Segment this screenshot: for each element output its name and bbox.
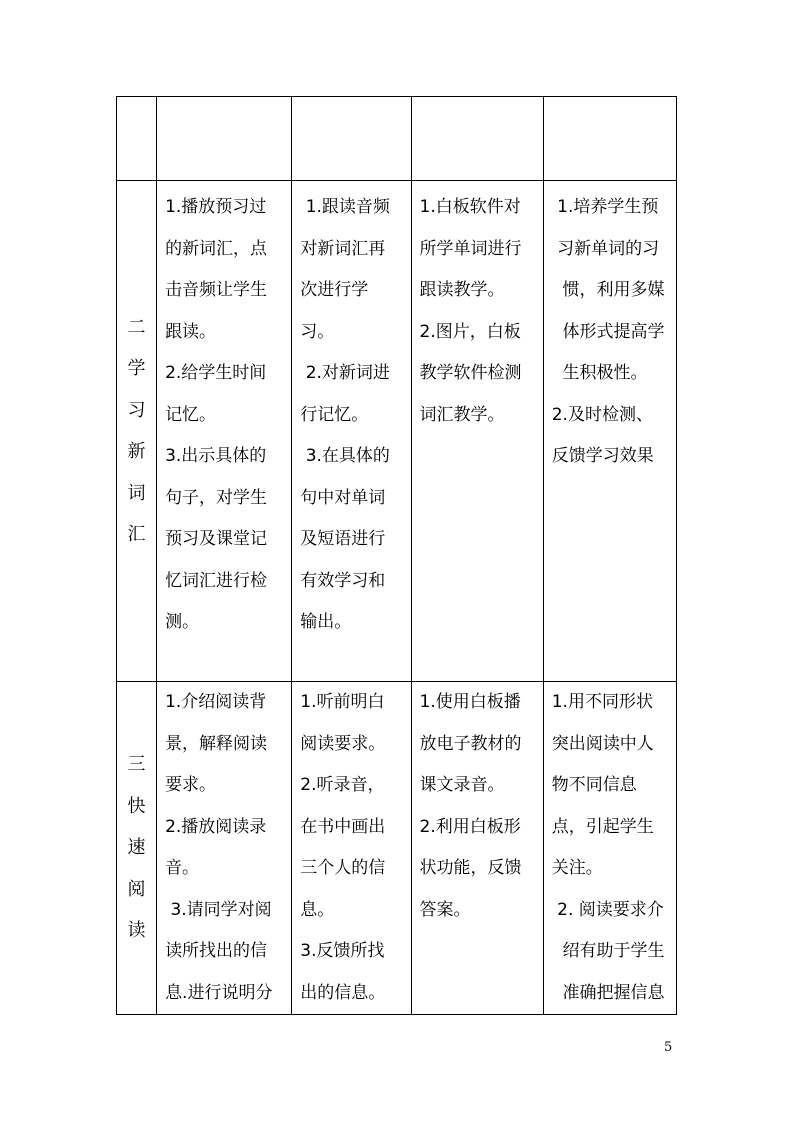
design-purpose-vocab bbox=[544, 181, 676, 478]
text-line: 反馈学习效果 bbox=[551, 446, 654, 466]
text-line: 词 bbox=[127, 482, 146, 504]
stage-cell-reading bbox=[117, 682, 157, 1015]
text-line: 答案。 bbox=[419, 899, 471, 920]
student-activity-vocab bbox=[292, 181, 410, 644]
teacher-activity-cell-vocab bbox=[157, 181, 292, 682]
text-line: 3.出示具体的 bbox=[165, 446, 267, 466]
text-line: 句中对单词 bbox=[300, 487, 386, 508]
text-line: 2. 阅读要求介 bbox=[551, 899, 664, 920]
text-line: 3.请同学对阅 bbox=[165, 899, 272, 920]
text-line: 阅 bbox=[127, 878, 146, 900]
text-line: 跟读。 bbox=[165, 321, 217, 342]
empty-cell-student bbox=[292, 97, 411, 181]
table-row-vocab bbox=[117, 181, 677, 682]
text-line: 准确把握信息 bbox=[551, 982, 665, 1003]
text-line: 2.利用白板形 bbox=[419, 816, 521, 837]
teacher-activity-reading bbox=[157, 682, 291, 1014]
text-line: 2.图片，白板 bbox=[419, 321, 521, 342]
text-line: 景，解释阅读 bbox=[165, 733, 268, 754]
empty-cell-teacher bbox=[157, 97, 292, 181]
text-line: 2.播放阅读录 bbox=[165, 816, 267, 837]
text-line: 预习及课堂记 bbox=[165, 529, 268, 549]
text-line: 所学单词进行 bbox=[419, 238, 522, 259]
text-line: 新 bbox=[127, 441, 146, 462]
text-line: 音。 bbox=[165, 858, 200, 878]
text-line: 忆词汇进行检 bbox=[165, 570, 268, 591]
text-line: 读 bbox=[127, 920, 146, 942]
text-line: 阅读要求。 bbox=[300, 733, 386, 754]
text-line: 要求。 bbox=[165, 775, 217, 795]
media-use-vocab bbox=[412, 181, 543, 436]
text-line: 习。 bbox=[300, 321, 335, 342]
purpose-cell-vocab bbox=[543, 181, 676, 682]
text-line: 1.听前明白 bbox=[300, 692, 385, 712]
text-line: 对新词汇再 bbox=[300, 238, 386, 259]
text-line: 1.使用白板播 bbox=[419, 692, 521, 712]
text-line: 汇 bbox=[127, 524, 146, 545]
text-line: 输出。 bbox=[300, 612, 352, 632]
text-line: 3.在具体的 bbox=[300, 446, 390, 466]
text-line: 3.反馈所找 bbox=[300, 941, 385, 961]
student-activity-cell-vocab bbox=[292, 181, 411, 682]
stage-title-reading bbox=[117, 682, 156, 1014]
text-line: 行记忆。 bbox=[300, 404, 369, 425]
text-line: 读所找出的信 bbox=[165, 941, 268, 961]
text-line: 在书中画出 bbox=[300, 816, 386, 837]
text-line: 次进行学 bbox=[300, 280, 369, 300]
text-line: 的新词汇，点 bbox=[165, 238, 268, 259]
text-line: 快 bbox=[127, 795, 146, 817]
stage-title-vocab bbox=[117, 181, 156, 681]
text-line: 测。 bbox=[165, 612, 200, 632]
text-line: 习新单词的习 bbox=[551, 238, 660, 259]
text-line: 点，引起学生 bbox=[551, 816, 654, 837]
text-line: 有效学习和 bbox=[300, 570, 386, 591]
text-line: 放电子教材的 bbox=[419, 733, 522, 754]
text-line: 状功能，反馈 bbox=[419, 858, 522, 878]
text-line: 跟读教学。 bbox=[419, 280, 505, 300]
text-line: 息.进行说明分 bbox=[165, 982, 273, 1003]
page-number: 5 bbox=[664, 1040, 673, 1055]
student-activity-reading bbox=[292, 682, 410, 1014]
teacher-activity-cell-reading bbox=[157, 682, 292, 1015]
empty-cell-media bbox=[411, 97, 543, 181]
text-line: 1.培养学生预 bbox=[551, 197, 659, 217]
text-line: 速 bbox=[127, 837, 146, 859]
text-line: 1.白板软件对 bbox=[419, 197, 521, 217]
text-line: 1.用不同形状 bbox=[551, 692, 653, 712]
text-line: 2.给学生时间 bbox=[165, 363, 267, 383]
text-line: 三 bbox=[127, 754, 146, 776]
text-line: 二 bbox=[127, 316, 146, 338]
text-line: 出的信息。 bbox=[300, 982, 386, 1003]
text-line: 1.跟读音频 bbox=[300, 197, 390, 217]
design-purpose-reading bbox=[544, 682, 676, 1014]
teacher-activity-vocab bbox=[157, 181, 291, 644]
text-line: 息。 bbox=[300, 899, 335, 920]
text-line: 突出阅读中人 bbox=[551, 733, 654, 754]
text-line: 课文录音。 bbox=[419, 775, 505, 795]
text-line: 1.播放预习过 bbox=[165, 197, 267, 217]
text-line: 词汇教学。 bbox=[419, 404, 505, 425]
text-line: 及短语进行 bbox=[300, 529, 386, 549]
text-line: 体形式提高学 bbox=[551, 321, 665, 342]
text-line: 1.介绍阅读背 bbox=[165, 692, 267, 712]
text-line: 惯，利用多媒 bbox=[551, 280, 665, 300]
text-line: 三个人的信 bbox=[300, 858, 386, 878]
text-line: 记忆。 bbox=[165, 404, 217, 425]
table-row-header bbox=[117, 97, 677, 181]
media-cell-vocab bbox=[411, 181, 543, 682]
empty-cell-stage bbox=[117, 97, 157, 181]
student-activity-cell-reading bbox=[292, 682, 411, 1015]
text-line: 绍有助于学生 bbox=[551, 941, 665, 961]
lesson-plan-table bbox=[116, 96, 677, 1015]
text-line: 2.听录音， bbox=[300, 775, 385, 795]
text-line: 学 bbox=[127, 358, 146, 379]
media-use-reading bbox=[412, 682, 543, 931]
text-line: 关注。 bbox=[551, 858, 603, 878]
text-line: 教学软件检测 bbox=[419, 363, 522, 383]
empty-cell-purpose bbox=[543, 97, 676, 181]
text-line: 击音频让学生 bbox=[165, 280, 268, 300]
table-row-reading bbox=[117, 682, 677, 1015]
text-line: 生积极性。 bbox=[551, 363, 648, 383]
media-cell-reading bbox=[411, 682, 543, 1015]
text-line: 2.对新词进 bbox=[300, 363, 390, 383]
purpose-cell-reading bbox=[543, 682, 676, 1015]
text-line: 2.及时检测、 bbox=[551, 404, 653, 425]
text-line: 习 bbox=[127, 399, 146, 421]
text-line: 物不同信息 bbox=[551, 775, 637, 795]
text-line: 句子，对学生 bbox=[165, 487, 268, 508]
stage-cell-vocab bbox=[117, 181, 157, 682]
